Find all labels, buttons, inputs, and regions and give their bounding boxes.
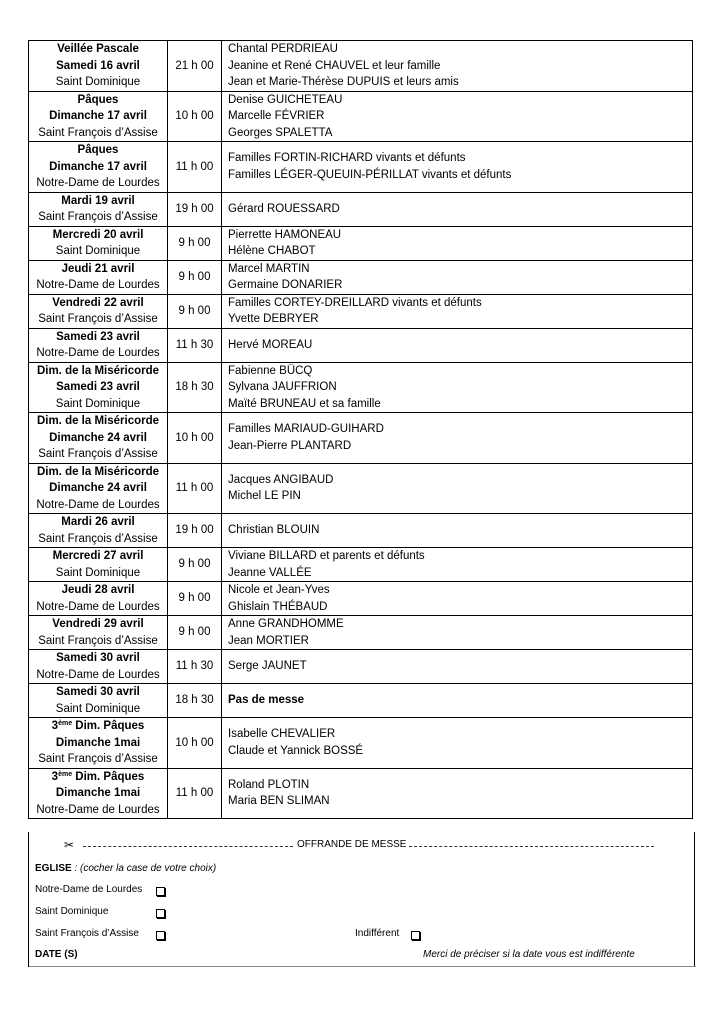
mass-row	[29, 328, 693, 362]
date-note: Merci de préciser si la date vous est indifférente	[423, 949, 635, 960]
mass-row	[29, 226, 693, 260]
mass-intentions-cell	[222, 548, 693, 582]
intention-name: Sylvana JAUFFRION	[228, 381, 337, 393]
intention-name: Jean MORTIER	[228, 634, 309, 647]
cut-line-right	[409, 846, 654, 847]
eglise-hint: : (cocher la case de votre choix)	[71, 863, 217, 874]
mass-church: Notre-Dame de Lourdes	[36, 177, 160, 189]
intention-name: Christian BLOUIN	[228, 524, 320, 537]
mass-day: Dim. de la Miséricorde	[36, 364, 160, 377]
mass-church: Saint François d’Assise	[38, 634, 158, 647]
mass-day: Vendredi 29 avril	[52, 618, 144, 630]
option-saint-francois[interactable]	[35, 928, 139, 939]
mass-date-cell	[29, 413, 168, 464]
mass-date-cell	[29, 582, 168, 616]
intention-name: Claude et Yannick BOSSÉ	[228, 744, 364, 757]
mass-intentions-cell	[222, 328, 693, 362]
mass-time: 9 h 00	[168, 260, 222, 294]
mass-day: Jeudi 21 avril	[61, 262, 135, 275]
mass-day: Samedi 23 avril	[56, 330, 140, 343]
intention-name: Marcelle FÉVRIER	[228, 110, 325, 122]
mass-date-cell	[29, 142, 168, 193]
feast-name: Dim. Pâques	[72, 770, 145, 783]
mass-row	[29, 41, 693, 92]
mass-day: Mercredi 20 avril	[52, 228, 144, 241]
checkbox-indifferent[interactable]	[411, 931, 420, 940]
mass-church: Notre-Dame de Lourdes	[36, 498, 160, 511]
mass-day: Mardi 26 avril	[61, 516, 135, 528]
dates-label: DATE (S)	[35, 949, 78, 960]
mass-intentions-cell	[222, 514, 693, 548]
mass-church: Saint François d’Assise	[38, 532, 158, 545]
mass-intentions-cell	[222, 463, 693, 514]
intention-name: Familles CORTEY-DREILLARD vivants et défunts	[228, 296, 482, 309]
mass-date-cell	[29, 41, 168, 92]
mass-church: Saint François d’Assise	[38, 313, 158, 325]
mass-intentions-cell	[222, 294, 693, 328]
checkbox-notre-dame[interactable]	[156, 887, 165, 896]
mass-row	[29, 413, 693, 464]
mass-day: Mardi 19 avril	[61, 194, 135, 207]
mass-date-cell	[29, 616, 168, 650]
mass-church: Saint Dominique	[55, 76, 141, 88]
mass-day: Samedi 30 avril	[56, 652, 140, 664]
intention-name: Chantal PERDRIEAU	[228, 43, 338, 55]
intention-name: Denise GUICHETEAU	[228, 93, 343, 106]
mass-time: 9 h 00	[168, 294, 222, 328]
checkbox-saint-dominique[interactable]	[156, 909, 165, 918]
form-bottom-border	[29, 966, 696, 967]
intention-name: Pierrette HAMONEAU	[228, 228, 342, 241]
intention-name: Maïté BRUNEAU et sa famille	[228, 397, 381, 410]
mass-row	[29, 91, 693, 142]
ordinal-number: 3	[51, 720, 59, 732]
mass-day: Dimanche 17 avril	[49, 160, 147, 173]
mass-date-cell	[29, 328, 168, 362]
mass-time: 11 h 00	[168, 463, 222, 514]
mass-date-cell	[29, 91, 168, 142]
mass-row	[29, 548, 693, 582]
mass-intentions-cell	[222, 142, 693, 193]
intention-name: Serge JAUNET	[228, 660, 307, 673]
mass-row	[29, 616, 693, 650]
mass-day: Dim. de la Miséricorde	[36, 465, 160, 478]
ordinal-number: 3	[51, 770, 59, 783]
mass-row	[29, 260, 693, 294]
mass-time: 11 h 00	[168, 768, 222, 819]
mass-church: Saint Dominique	[55, 702, 141, 715]
mass-day: Dimanche 24 avril	[49, 431, 147, 444]
mass-row	[29, 192, 693, 226]
intention-name: Georges SPALETTA	[228, 126, 333, 139]
intention-name: Anne GRANDHOMME	[228, 618, 344, 630]
intention-name: Hélène CHABOT	[228, 245, 316, 257]
mass-intentions-cell	[222, 192, 693, 226]
intention-name: Viviane BILLARD et parents et défunts	[228, 550, 425, 562]
offrande-title: OFFRANDE DE MESSE	[297, 839, 407, 850]
mass-day: Samedi 30 avril	[56, 686, 140, 698]
mass-date-cell	[29, 362, 168, 413]
mass-church: Saint François d’Assise	[38, 126, 158, 139]
mass-date-cell	[29, 548, 168, 582]
intention-name: Yvette DEBRYER	[228, 313, 319, 325]
mass-time: 18 h 30	[168, 684, 222, 718]
mass-date-cell	[29, 294, 168, 328]
intention-name: Familles LÉGER-QUEUIN-PÉRILLAT vivants et défunts	[228, 168, 512, 181]
ordinal-suffix: ème	[58, 770, 73, 778]
mass-day: Dim. de la Miséricorde	[36, 415, 160, 427]
checkbox-saint-francois[interactable]	[156, 931, 165, 940]
mass-date-cell	[29, 226, 168, 260]
mass-row	[29, 684, 693, 718]
intention-name: Fabienne BÜCQ	[228, 364, 313, 377]
option-label: Saint Dominique	[35, 906, 109, 917]
mass-row	[29, 514, 693, 548]
mass-row	[29, 582, 693, 616]
intention-name: Germaine DONARIER	[228, 279, 343, 291]
mass-date-cell	[29, 514, 168, 548]
mass-time: 9 h 00	[168, 548, 222, 582]
ordinal-suffix: ème	[58, 720, 73, 727]
mass-intentions-cell	[222, 718, 693, 769]
mass-day: Dimanche 1mai	[55, 736, 141, 749]
intention-name: Jean-Pierre PLANTARD	[228, 439, 352, 452]
mass-time: 11 h 30	[168, 650, 222, 684]
mass-intentions-cell	[222, 650, 693, 684]
intention-name: Maria BEN SLIMAN	[228, 795, 330, 808]
scissors-icon: ✂	[64, 838, 75, 852]
mass-time: 10 h 00	[168, 718, 222, 769]
mass-day: Vendredi 22 avril	[52, 296, 144, 309]
mass-date-cell	[29, 650, 168, 684]
intention-name: Jacques ANGIBAUD	[228, 473, 334, 486]
mass-day: Samedi 23 avril	[56, 381, 140, 393]
mass-intentions-cell	[222, 41, 693, 92]
mass-day: Jeudi 28 avril	[61, 584, 135, 596]
mass-date-cell	[29, 768, 168, 819]
mass-time: 11 h 00	[168, 142, 222, 193]
intention-name: Jeanne VALLÉE	[228, 566, 312, 579]
mass-row	[29, 463, 693, 514]
option-label: Indifférent	[355, 928, 400, 939]
intention-name: Familles MARIAUD-GUIHARD	[228, 423, 384, 436]
intention-name: Nicole et Jean-Yves	[228, 584, 330, 596]
intention-name: Michel LE PIN	[228, 490, 301, 503]
mass-church: Saint François d’Assise	[38, 448, 158, 460]
mass-intentions-cell	[222, 768, 693, 819]
mass-feast	[31, 769, 165, 786]
intention-name: Hervé MOREAU	[228, 338, 313, 351]
mass-intentions-cell	[222, 362, 693, 413]
feast-name: Dim. Pâques	[72, 720, 145, 732]
mass-church: Notre-Dame de Lourdes	[36, 668, 160, 681]
option-saint-dominique[interactable]	[35, 906, 108, 917]
offrande-form	[28, 832, 695, 967]
intention-name: Familles FORTIN-RICHARD vivants et défunts	[228, 152, 466, 165]
mass-row	[29, 768, 693, 819]
mass-church: Notre-Dame de Lourdes	[36, 279, 160, 291]
mass-time: 10 h 00	[168, 91, 222, 142]
mass-time: 10 h 00	[168, 413, 222, 464]
mass-day: Dimanche 24 avril	[49, 482, 147, 494]
mass-time: 9 h 00	[168, 616, 222, 650]
intention-name: Jeanine et René CHAUVEL et leur famille	[228, 59, 441, 72]
mass-church: Saint François d’Assise	[38, 211, 158, 223]
mass-day: Mercredi 27 avril	[52, 550, 144, 562]
mass-church: Saint François d’Assise	[38, 753, 158, 765]
mass-time: 19 h 00	[168, 192, 222, 226]
eglise-heading	[35, 863, 216, 874]
mass-intentions-cell	[222, 684, 693, 718]
intention-name: Marcel MARTIN	[228, 262, 310, 275]
option-label: Notre-Dame de Lourdes	[35, 884, 143, 895]
mass-church: Saint Dominique	[55, 566, 141, 579]
mass-row	[29, 142, 693, 193]
mass-time: 9 h 00	[168, 582, 222, 616]
intention-name: Ghislain THÉBAUD	[228, 600, 328, 613]
mass-church: Notre-Dame de Lourdes	[36, 600, 160, 613]
mass-church: Notre-Dame de Lourdes	[36, 803, 160, 816]
intention-name: Isabelle CHEVALIER	[228, 728, 336, 741]
mass-day: Dimanche 17 avril	[49, 110, 147, 122]
intention-name: Roland PLOTIN	[228, 778, 310, 791]
mass-day: Dimanche 1mai	[55, 787, 141, 799]
option-label: Saint François d’Assise	[35, 928, 139, 939]
mass-time: 18 h 30	[168, 362, 222, 413]
mass-day: Pâques	[77, 144, 119, 156]
mass-time: 11 h 30	[168, 328, 222, 362]
mass-feast	[31, 718, 165, 735]
mass-row	[29, 294, 693, 328]
mass-row	[29, 718, 693, 769]
mass-date-cell	[29, 192, 168, 226]
mass-intentions-cell	[222, 616, 693, 650]
mass-church: Saint Dominique	[55, 397, 141, 410]
intention-name: Gérard ROUESSARD	[228, 202, 340, 215]
mass-church: Saint Dominique	[55, 245, 141, 257]
mass-intentions-cell	[222, 226, 693, 260]
eglise-label: EGLISE	[35, 863, 72, 874]
mass-day: Veillée Pascale	[57, 43, 139, 55]
mass-time: 9 h 00	[168, 226, 222, 260]
cut-line-left	[83, 846, 293, 847]
mass-intentions-cell	[222, 260, 693, 294]
mass-schedule-table	[28, 40, 693, 819]
intention-name: Pas de messe	[228, 694, 305, 707]
mass-row	[29, 362, 693, 413]
mass-intentions-cell	[222, 413, 693, 464]
mass-intentions-cell	[222, 582, 693, 616]
mass-row	[29, 650, 693, 684]
mass-date-cell	[29, 463, 168, 514]
mass-intentions-cell	[222, 91, 693, 142]
mass-date-cell	[29, 684, 168, 718]
mass-day: Samedi 16 avril	[56, 59, 140, 72]
mass-time: 19 h 00	[168, 514, 222, 548]
mass-time: 21 h 00	[168, 41, 222, 92]
mass-date-cell	[29, 260, 168, 294]
intention-name: Jean et Marie-Thérèse DUPUIS et leurs amis	[228, 76, 459, 88]
mass-church: Notre-Dame de Lourdes	[36, 347, 160, 359]
option-notre-dame[interactable]	[35, 884, 142, 895]
mass-date-cell	[29, 718, 168, 769]
option-indifferent[interactable]	[355, 928, 399, 939]
mass-day: Pâques	[77, 93, 119, 106]
